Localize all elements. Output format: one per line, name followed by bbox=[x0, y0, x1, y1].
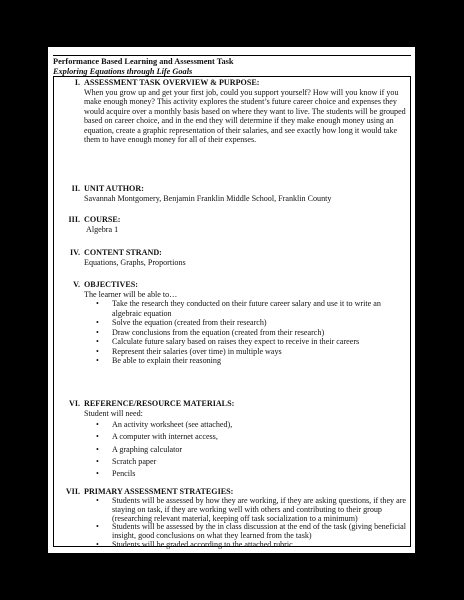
bullet-icon: • bbox=[96, 327, 99, 337]
document-subtitle: Exploring Equations through Life Goals bbox=[53, 66, 193, 76]
section-overview bbox=[54, 78, 410, 145]
assessment-list bbox=[84, 497, 406, 550]
section-objectives bbox=[54, 280, 410, 366]
objectives-list bbox=[84, 299, 406, 366]
list-item: • A computer with internet access, bbox=[112, 431, 406, 443]
section-content-strand bbox=[54, 248, 410, 267]
section-title: OBJECTIVES: bbox=[84, 280, 138, 290]
list-item: • Solve the equation (created from their research) bbox=[96, 318, 267, 328]
section-text: Equations, Graphs, Proportions bbox=[84, 257, 186, 267]
bullet-icon: • bbox=[96, 456, 99, 466]
section-course bbox=[54, 215, 410, 234]
materials-list bbox=[84, 419, 406, 480]
list-item: • Calculate future salary based on raises they expect to receive in their careers bbox=[96, 337, 360, 347]
list-item: • Draw conclusions from the equation (created from their research) bbox=[96, 327, 325, 337]
bullet-icon: • bbox=[96, 540, 99, 550]
section-text: Student will need: bbox=[84, 408, 143, 418]
document-title: Performance Based Learning and Assessment Task bbox=[53, 57, 234, 66]
section-number: V. bbox=[73, 280, 80, 290]
list-item: • Students will be graded according to the attached rubric bbox=[96, 540, 293, 550]
section-text: The learner will be able to… bbox=[84, 289, 178, 299]
section-text: Algebra 1 bbox=[86, 224, 119, 234]
bullet-icon: • bbox=[96, 420, 99, 430]
bullet-icon: • bbox=[96, 495, 99, 505]
section-title: PRIMARY ASSESSMENT STRATEGIES: bbox=[84, 487, 234, 497]
section-number: VII. bbox=[65, 487, 80, 497]
list-item: • Pencils bbox=[112, 468, 406, 480]
section-number: VI. bbox=[68, 399, 80, 409]
list-item: • Students will be assessed by the in class discussion at the end of the task (giving beneficial insight, good conclusions on what they learned from the task) bbox=[96, 522, 407, 541]
section-text: When you grow up and get your first job, could you support yourself? How will you know if you make enough money? This activity explores the student’s future career choice and expenses they would acquire over a monthly basis based on where they want to live. The students will be grouped based on career choice, and in the end they will determine if they make enough money using an equation, create a graphic representation of their salaries, and see exactly how long it would take them to have enough money for all of their expenses. bbox=[84, 87, 406, 145]
section-unit-author bbox=[54, 184, 410, 203]
bullet-icon: • bbox=[96, 337, 99, 347]
list-item: • Take the research they conducted on their future career salary and use it to write an algebraic equation bbox=[96, 299, 381, 318]
section-number: IV. bbox=[70, 248, 80, 258]
bullet-icon: • bbox=[96, 432, 99, 442]
document-page bbox=[48, 47, 415, 553]
section-number: II. bbox=[71, 184, 80, 194]
list-item: • Scratch paper bbox=[112, 456, 406, 468]
list-item: • Be able to explain their reasoning bbox=[96, 356, 222, 366]
section-title: UNIT AUTHOR: bbox=[84, 184, 144, 194]
bullet-icon: • bbox=[96, 299, 99, 309]
section-resources bbox=[54, 399, 410, 480]
section-number: I. bbox=[74, 78, 80, 88]
bullet-icon: • bbox=[96, 444, 99, 454]
section-title: COURSE: bbox=[84, 215, 121, 225]
section-assessment-strategies bbox=[54, 487, 410, 550]
bullet-icon: • bbox=[96, 346, 99, 356]
document-header bbox=[53, 55, 411, 77]
bullet-icon: • bbox=[96, 356, 99, 366]
section-number: III. bbox=[68, 215, 80, 225]
content-box bbox=[53, 77, 411, 550]
section-text: Savannah Montgomery, Benjamin Franklin Middle School, Franklin County bbox=[84, 193, 332, 203]
section-title: ASSESSMENT TASK OVERVIEW & PURPOSE: bbox=[84, 78, 260, 88]
list-item: • A graphing calculator bbox=[112, 444, 406, 456]
list-item: • An activity worksheet (see attached), bbox=[112, 419, 406, 431]
bullet-icon: • bbox=[96, 522, 99, 532]
section-title: REFERENCE/RESOURCE MATERIALS: bbox=[84, 399, 235, 409]
list-item: • Represent their salaries (over time) in multiple ways bbox=[96, 346, 282, 356]
bullet-icon: • bbox=[96, 318, 99, 328]
bullet-icon: • bbox=[96, 469, 99, 478]
list-item: • Students will be assessed by how they are working, if they are asking questions, if they are staying on task, if they are working well with others and contributing to their group (researching relevant material, keeping off task socialization to a minimum) bbox=[96, 495, 407, 523]
section-title: CONTENT STRAND: bbox=[84, 248, 162, 258]
